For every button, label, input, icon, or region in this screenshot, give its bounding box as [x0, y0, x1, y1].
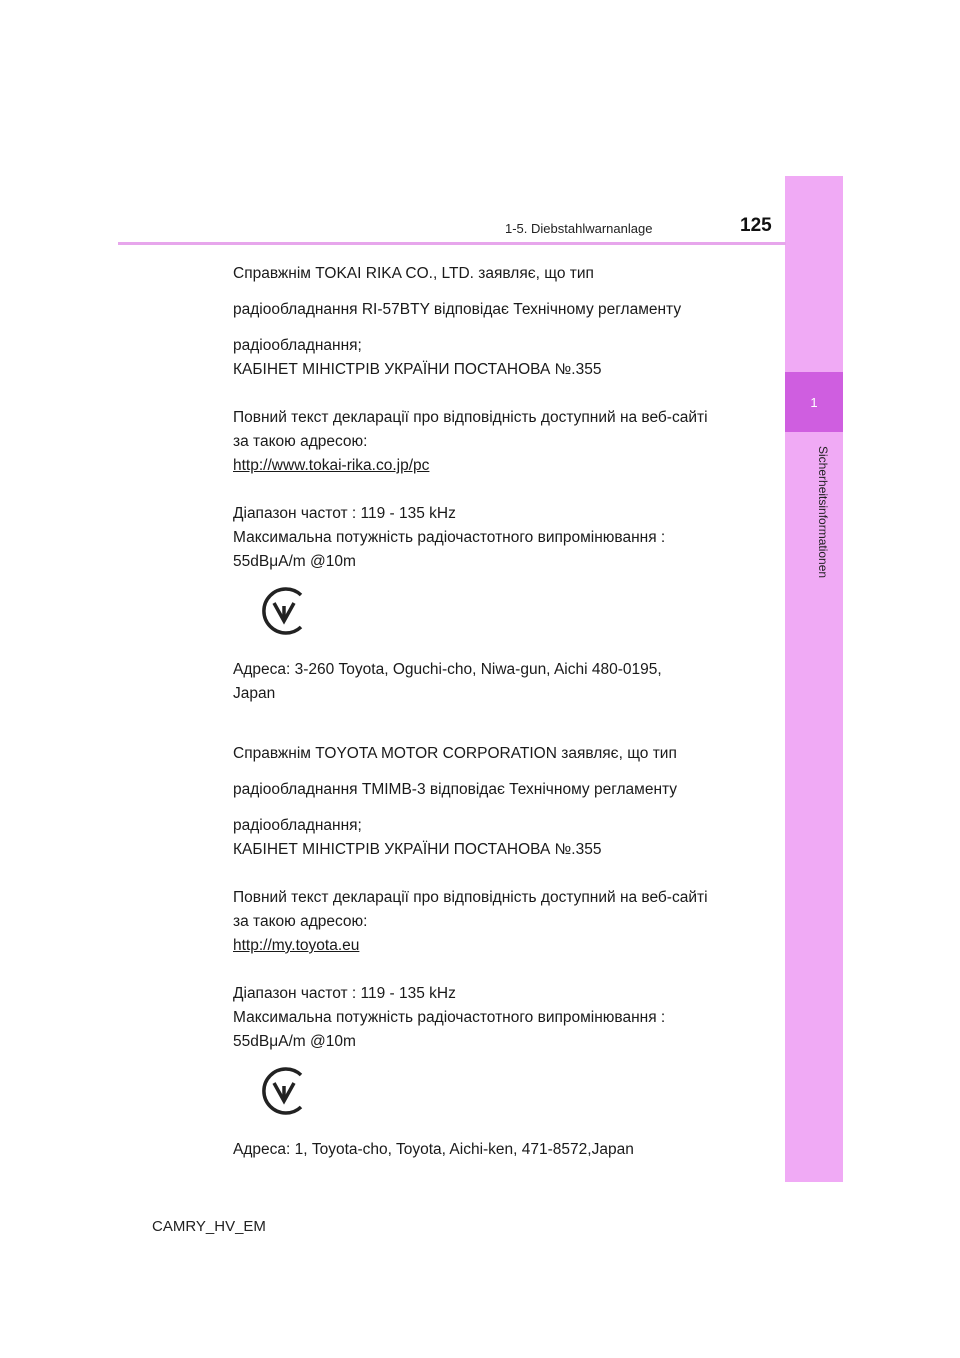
frequency-range: Діапазон частот : 119 - 135 kHz: [233, 985, 456, 1002]
declaration-line: КАБІНЕТ МІНІСТРІВ УКРАЇНИ ПОСТАНОВА №.355: [233, 361, 602, 378]
chapter-number-tab[interactable]: [785, 372, 843, 432]
declaration-line: радіообладнання TMIMB-3 відповідає Технічному регламенту: [233, 781, 678, 798]
declaration-line: Справжнім TOKAI RIKA CO., LTD. заявляє, що тип: [233, 265, 594, 282]
declaration-line: Справжнім TOYOTA MOTOR CORPORATION заявляє, що тип: [233, 745, 677, 762]
declaration-url-link[interactable]: http://www.tokai-rika.co.jp/pc: [233, 457, 430, 474]
declaration-url-link[interactable]: http://my.toyota.eu: [233, 937, 360, 954]
max-power-label: Максимальна потужність радіочастотного випромінювання :: [233, 1009, 666, 1026]
model-code: CAMRY_HV_EM: [152, 1218, 266, 1235]
side-tab: [785, 176, 843, 1182]
fulltext-line: Повний текст декларації про відповідність доступний на веб-сайті: [233, 409, 708, 426]
section-title: 1-5. Diebstahlwarnanlage: [505, 221, 653, 236]
ukrainian-conformity-mark-icon: [257, 584, 311, 638]
manufacturer-address: Адреса: 1, Toyota-cho, Toyota, Aichi-ken, 471-8572,Japan: [233, 1141, 634, 1158]
frequency-range: Діапазон частот : 119 - 135 kHz: [233, 505, 456, 522]
manufacturer-address: Адреса: 3-260 Toyota, Oguchi-cho, Niwa-gun, Aichi 480-0195,: [233, 661, 662, 678]
declaration-line: радіообладнання;: [233, 817, 362, 834]
max-power-value: 55dBμA/m @10m: [233, 1033, 356, 1050]
max-power-label: Максимальна потужність радіочастотного випромінювання :: [233, 529, 666, 546]
chapter-number: 1: [810, 394, 818, 410]
fulltext-line: за такою адресою:: [233, 913, 368, 930]
manufacturer-address: Japan: [233, 685, 276, 702]
page-content: [233, 262, 743, 1162]
declaration-line: КАБІНЕТ МІНІСТРІВ УКРАЇНИ ПОСТАНОВА №.355: [233, 841, 602, 858]
max-power-value: 55dBμA/m @10m: [233, 553, 356, 570]
ukrainian-conformity-mark-icon: [257, 1064, 311, 1118]
declaration-line: радіообладнання;: [233, 337, 362, 354]
header-divider: [118, 242, 786, 245]
page-number: 125: [740, 215, 772, 236]
chapter-label: Sicherheitsinformationen: [816, 445, 830, 579]
declaration-line: радіообладнання RI-57BTY відповідає Технічному регламенту: [233, 301, 682, 318]
fulltext-line: за такою адресою:: [233, 433, 368, 450]
fulltext-line: Повний текст декларації про відповідність доступний на веб-сайті: [233, 889, 708, 906]
